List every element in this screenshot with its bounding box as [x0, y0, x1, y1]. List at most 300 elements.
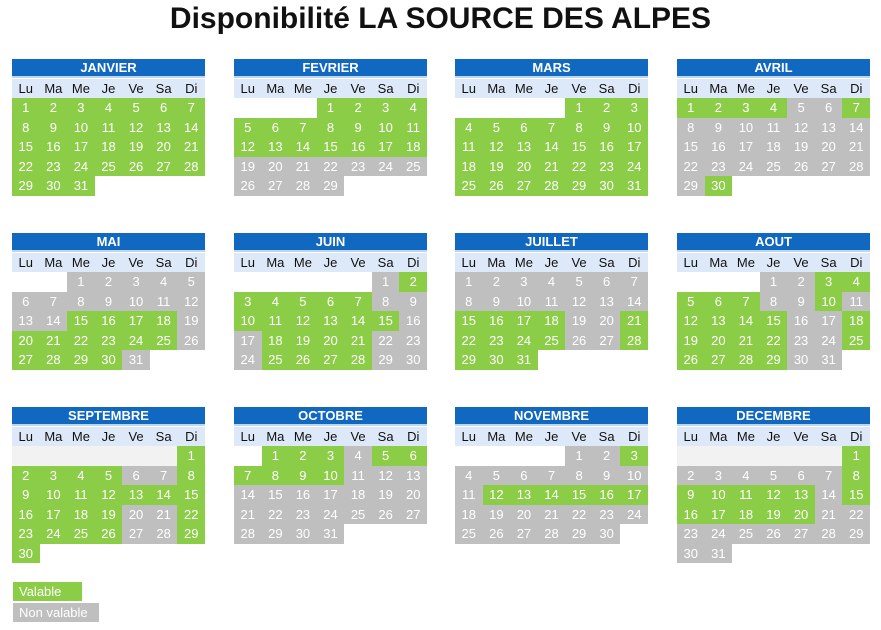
day-valid: 6: [399, 446, 427, 466]
day-invalid: 13: [593, 292, 621, 312]
day-valid: 10: [815, 292, 843, 312]
day-valid: 14: [732, 311, 760, 331]
weekday-label: Lu: [683, 81, 699, 96]
day-invalid: 27: [262, 176, 290, 196]
day-invalid: 13: [815, 118, 843, 138]
weekday-label: Lu: [461, 255, 477, 270]
day-valid: 30: [40, 176, 68, 196]
day-invalid: 23: [399, 331, 427, 351]
day-valid: 13: [510, 137, 538, 157]
weekday-label: Di: [628, 81, 641, 96]
day-invalid: 27: [122, 524, 150, 544]
days-grid: [455, 98, 648, 196]
day-invalid: 11: [842, 292, 870, 312]
empty-cell: [538, 98, 566, 118]
day-invalid: 4: [732, 466, 760, 486]
day-valid: 5: [289, 292, 317, 312]
day-valid: 7: [538, 118, 566, 138]
day-invalid: 24: [372, 157, 400, 177]
day-valid: 11: [732, 485, 760, 505]
day-valid: 19: [289, 331, 317, 351]
day-invalid: 24: [620, 505, 648, 525]
day-invalid: 5: [760, 466, 788, 486]
day-invalid: 4: [455, 466, 483, 486]
day-invalid: 21: [815, 505, 843, 525]
day-valid: 22: [177, 505, 205, 525]
weekday-label: Lu: [240, 429, 256, 444]
day-valid: 1: [317, 98, 345, 118]
day-invalid: 28: [150, 524, 178, 544]
day-invalid: 3: [705, 466, 733, 486]
day-invalid: 31: [122, 350, 150, 370]
empty-cell: [538, 446, 566, 466]
day-invalid: 24: [317, 505, 345, 525]
day-valid: 25: [67, 524, 95, 544]
empty-cell: [705, 272, 733, 292]
day-valid: 10: [67, 118, 95, 138]
day-invalid: 21: [842, 137, 870, 157]
day-invalid: 29: [677, 176, 705, 196]
day-valid: 29: [565, 176, 593, 196]
month-juin: [234, 233, 427, 370]
empty-cell: [289, 98, 317, 118]
day-valid: 25: [455, 176, 483, 196]
day-invalid: 19: [787, 137, 815, 157]
month-decembre: [677, 407, 870, 563]
month-header: OCTOBRE: [234, 407, 427, 424]
day-invalid: 15: [677, 137, 705, 157]
day-invalid: 28: [815, 524, 843, 544]
day-valid: 14: [177, 118, 205, 138]
day-invalid: 6: [787, 466, 815, 486]
weekday-label: Di: [185, 81, 198, 96]
day-valid: 30: [95, 350, 123, 370]
day-invalid: 10: [732, 118, 760, 138]
day-valid: 25: [538, 331, 566, 351]
month-mars: [455, 59, 648, 196]
day-valid: 8: [842, 466, 870, 486]
day-invalid: 27: [399, 505, 427, 525]
day-invalid: 7: [815, 466, 843, 486]
weekday-label: Me: [514, 429, 533, 444]
day-valid: 16: [95, 311, 123, 331]
day-valid: 2: [399, 272, 427, 292]
day-valid: 14: [150, 485, 178, 505]
day-valid: 3: [815, 272, 843, 292]
day-valid: 20: [317, 331, 345, 351]
day-invalid: 28: [234, 524, 262, 544]
day-invalid: 24: [705, 524, 733, 544]
weekday-label: Di: [407, 81, 420, 96]
day-valid: 26: [122, 157, 150, 177]
day-valid: 22: [12, 157, 40, 177]
weekday-label: Ma: [266, 429, 285, 444]
weekday-label: Lu: [240, 81, 256, 96]
day-invalid: 6: [593, 272, 621, 292]
day-valid: 25: [150, 331, 178, 351]
day-invalid: 21: [538, 505, 566, 525]
day-invalid: 17: [815, 311, 843, 331]
day-valid: 23: [593, 157, 621, 177]
day-valid: 29: [12, 176, 40, 196]
day-valid: 6: [317, 292, 345, 312]
day-valid: 11: [67, 485, 95, 505]
empty-cell: [455, 446, 483, 466]
day-valid: 17: [67, 137, 95, 157]
day-valid: 10: [372, 118, 400, 138]
day-valid: 18: [262, 331, 290, 351]
day-valid: 21: [40, 331, 68, 351]
day-invalid: 9: [787, 292, 815, 312]
day-valid: 11: [95, 118, 123, 138]
day-invalid: 11: [455, 485, 483, 505]
day-valid: 1: [177, 446, 205, 466]
month-avril: [677, 59, 870, 196]
day-valid: 18: [732, 505, 760, 525]
day-invalid: 13: [399, 466, 427, 486]
day-valid: 15: [565, 485, 593, 505]
empty-cell: [95, 446, 123, 466]
day-invalid: 19: [483, 505, 511, 525]
day-valid: 30: [12, 544, 40, 564]
day-valid: 1: [677, 98, 705, 118]
empty-cell: [234, 272, 262, 292]
empty-cell: [12, 272, 40, 292]
empty-cell: [732, 272, 760, 292]
day-invalid: 22: [317, 157, 345, 177]
day-valid: 12: [122, 118, 150, 138]
weekday-label: Ve: [128, 81, 144, 96]
day-invalid: 18: [455, 505, 483, 525]
day-valid: 29: [455, 350, 483, 370]
day-invalid: 30: [677, 544, 705, 564]
day-invalid: 26: [372, 505, 400, 525]
day-invalid: 25: [344, 505, 372, 525]
day-valid: 27: [12, 350, 40, 370]
weekday-label: Lu: [461, 81, 477, 96]
weekday-label: Di: [407, 429, 420, 444]
day-invalid: 22: [372, 331, 400, 351]
day-valid: 17: [705, 505, 733, 525]
day-valid: 15: [455, 311, 483, 331]
day-valid: 24: [67, 157, 95, 177]
empty-cell: [677, 446, 705, 466]
day-valid: 31: [67, 176, 95, 196]
empty-cell: [705, 446, 733, 466]
weekday-label: Lu: [683, 429, 699, 444]
day-valid: 16: [12, 505, 40, 525]
weekday-label: Me: [71, 429, 90, 444]
weekday-label: Me: [293, 429, 312, 444]
day-valid: 2: [705, 98, 733, 118]
day-invalid: 30: [289, 524, 317, 544]
day-valid: 28: [177, 157, 205, 177]
day-valid: 11: [455, 137, 483, 157]
day-invalid: 11: [344, 466, 372, 486]
empty-cell: [815, 446, 843, 466]
day-valid: 12: [760, 485, 788, 505]
day-invalid: 12: [565, 292, 593, 312]
weekday-label: Me: [293, 255, 312, 270]
day-invalid: 29: [842, 524, 870, 544]
weekday-label: Sa: [598, 429, 615, 444]
day-valid: 25: [95, 157, 123, 177]
day-valid: 10: [317, 466, 345, 486]
weekday-label: Me: [514, 255, 533, 270]
day-valid: 16: [593, 137, 621, 157]
day-invalid: 1: [67, 272, 95, 292]
day-invalid: 21: [234, 505, 262, 525]
weekday-label: Me: [71, 255, 90, 270]
day-valid: 14: [538, 137, 566, 157]
weekday-label: Di: [185, 429, 198, 444]
day-invalid: 14: [40, 311, 68, 331]
day-invalid: 20: [399, 485, 427, 505]
weekday-label: Lu: [18, 81, 34, 96]
day-invalid: 12: [177, 292, 205, 312]
day-invalid: 29: [317, 176, 345, 196]
day-valid: 14: [289, 137, 317, 157]
day-valid: 17: [122, 311, 150, 331]
weekday-label: Je: [101, 255, 116, 270]
day-valid: 19: [95, 505, 123, 525]
weekday-header: [455, 253, 648, 272]
day-valid: 31: [620, 176, 648, 196]
day-valid: 23: [12, 524, 40, 544]
day-valid: 15: [842, 485, 870, 505]
day-invalid: 6: [122, 466, 150, 486]
day-invalid: 26: [177, 331, 205, 351]
day-valid: 7: [732, 292, 760, 312]
day-valid: 9: [677, 485, 705, 505]
day-valid: 11: [399, 118, 427, 138]
days-grid: [234, 272, 427, 370]
day-valid: 29: [67, 350, 95, 370]
day-valid: 15: [67, 311, 95, 331]
day-valid: 28: [732, 350, 760, 370]
empty-cell: [510, 446, 538, 466]
day-valid: 3: [620, 446, 648, 466]
day-valid: 24: [510, 331, 538, 351]
day-invalid: 20: [122, 505, 150, 525]
day-valid: 22: [565, 157, 593, 177]
day-valid: 3: [372, 98, 400, 118]
day-valid: 7: [289, 118, 317, 138]
weekday-label: Lu: [18, 429, 34, 444]
weekday-header: [12, 79, 205, 98]
day-invalid: 22: [262, 505, 290, 525]
empty-cell: [455, 98, 483, 118]
day-invalid: 9: [483, 292, 511, 312]
day-invalid: 7: [150, 466, 178, 486]
day-valid: 23: [40, 157, 68, 177]
day-valid: 15: [565, 137, 593, 157]
day-valid: 15: [760, 311, 788, 331]
day-valid: 6: [705, 292, 733, 312]
weekday-label: Ve: [571, 429, 587, 444]
page-title: Disponibilité LA SOURCE DES ALPES: [169, 2, 712, 35]
weekday-header: [455, 79, 648, 98]
weekday-label: Sa: [820, 81, 837, 96]
day-invalid: 14: [815, 485, 843, 505]
day-valid: 20: [150, 137, 178, 157]
days-grid: [455, 446, 648, 544]
day-valid: 6: [150, 98, 178, 118]
empty-cell: [262, 98, 290, 118]
weekday-label: Me: [514, 81, 533, 96]
empty-cell: [40, 446, 68, 466]
day-valid: 5: [122, 98, 150, 118]
day-invalid: 9: [593, 466, 621, 486]
weekday-header: [677, 427, 870, 446]
day-invalid: 8: [565, 466, 593, 486]
day-valid: 4: [67, 466, 95, 486]
day-valid: 13: [317, 311, 345, 331]
day-valid: 10: [705, 485, 733, 505]
day-valid: 16: [344, 137, 372, 157]
weekday-header: [234, 427, 427, 446]
weekday-label: Sa: [155, 255, 172, 270]
day-valid: 19: [122, 137, 150, 157]
day-valid: 19: [677, 331, 705, 351]
empty-cell: [262, 272, 290, 292]
weekday-label: Ve: [128, 429, 144, 444]
weekday-label: Ve: [128, 255, 144, 270]
day-invalid: 21: [150, 505, 178, 525]
day-invalid: 28: [842, 157, 870, 177]
day-valid: 31: [510, 350, 538, 370]
day-valid: 18: [399, 137, 427, 157]
day-invalid: 15: [262, 485, 290, 505]
day-valid: 24: [40, 524, 68, 544]
day-valid: 5: [95, 466, 123, 486]
empty-cell: [732, 446, 760, 466]
day-invalid: 11: [760, 118, 788, 138]
day-invalid: 23: [705, 157, 733, 177]
month-janvier: [12, 59, 205, 196]
day-valid: 11: [262, 311, 290, 331]
empty-cell: [317, 272, 345, 292]
empty-cell: [677, 272, 705, 292]
day-invalid: 26: [760, 524, 788, 544]
day-invalid: 7: [40, 292, 68, 312]
day-invalid: 26: [234, 176, 262, 196]
month-header: DECEMBRE: [677, 407, 870, 424]
day-valid: 30: [705, 176, 733, 196]
day-invalid: 5: [787, 98, 815, 118]
days-grid: [12, 98, 205, 196]
day-invalid: 23: [344, 157, 372, 177]
day-invalid: 12: [787, 118, 815, 138]
day-invalid: 14: [842, 118, 870, 138]
weekday-label: Di: [850, 255, 863, 270]
day-valid: 18: [150, 311, 178, 331]
weekday-label: Di: [850, 81, 863, 96]
day-invalid: 29: [262, 524, 290, 544]
weekday-label: Sa: [377, 429, 394, 444]
day-invalid: 11: [538, 292, 566, 312]
day-valid: 18: [538, 311, 566, 331]
days-grid: [455, 272, 648, 370]
empty-cell: [150, 446, 178, 466]
day-valid: 18: [67, 505, 95, 525]
day-invalid: 28: [289, 176, 317, 196]
month-mai: [12, 233, 205, 370]
day-valid: 2: [344, 98, 372, 118]
weekday-label: Je: [544, 255, 559, 270]
day-invalid: 19: [234, 157, 262, 177]
month-juillet: [455, 233, 648, 370]
day-valid: 23: [95, 331, 123, 351]
day-valid: 20: [510, 157, 538, 177]
day-invalid: 31: [815, 350, 843, 370]
weekday-label: Sa: [155, 81, 172, 96]
day-valid: 9: [344, 118, 372, 138]
day-invalid: 2: [593, 446, 621, 466]
day-valid: 22: [760, 331, 788, 351]
month-header: AVRIL: [677, 59, 870, 76]
day-valid: 5: [234, 118, 262, 138]
day-valid: 12: [234, 137, 262, 157]
weekday-label: Ve: [793, 255, 809, 270]
day-invalid: 26: [483, 524, 511, 544]
day-valid: 27: [317, 350, 345, 370]
day-invalid: 7: [620, 272, 648, 292]
day-invalid: 9: [95, 292, 123, 312]
day-invalid: 5: [483, 466, 511, 486]
empty-cell: [787, 446, 815, 466]
day-valid: 20: [787, 505, 815, 525]
day-valid: 8: [262, 466, 290, 486]
days-grid: [677, 272, 870, 370]
empty-cell: [234, 446, 262, 466]
day-valid: 20: [12, 331, 40, 351]
month-fevrier: [234, 59, 427, 196]
day-valid: 21: [620, 311, 648, 331]
day-invalid: 12: [372, 466, 400, 486]
day-valid: 26: [289, 350, 317, 370]
day-valid: 30: [593, 176, 621, 196]
month-header: FEVRIER: [234, 59, 427, 76]
day-invalid: 13: [12, 311, 40, 331]
day-valid: 22: [455, 331, 483, 351]
empty-cell: [483, 446, 511, 466]
day-invalid: 14: [620, 292, 648, 312]
day-valid: 20: [705, 331, 733, 351]
weekday-header: [12, 253, 205, 272]
day-invalid: 27: [815, 157, 843, 177]
day-invalid: 22: [677, 157, 705, 177]
month-aout: [677, 233, 870, 370]
day-invalid: 2: [677, 466, 705, 486]
weekday-label: Je: [323, 429, 338, 444]
day-invalid: 8: [372, 292, 400, 312]
day-invalid: 16: [787, 311, 815, 331]
day-invalid: 29: [565, 524, 593, 544]
day-invalid: 6: [510, 466, 538, 486]
weekday-label: Sa: [377, 255, 394, 270]
day-valid: 21: [177, 137, 205, 157]
day-valid: 30: [483, 350, 511, 370]
weekday-label: Di: [628, 255, 641, 270]
weekday-label: Ve: [350, 81, 366, 96]
day-valid: 1: [842, 446, 870, 466]
weekday-label: Ma: [44, 429, 63, 444]
day-valid: 6: [510, 118, 538, 138]
day-invalid: 23: [289, 505, 317, 525]
day-invalid: 2: [787, 272, 815, 292]
day-valid: 5: [483, 118, 511, 138]
